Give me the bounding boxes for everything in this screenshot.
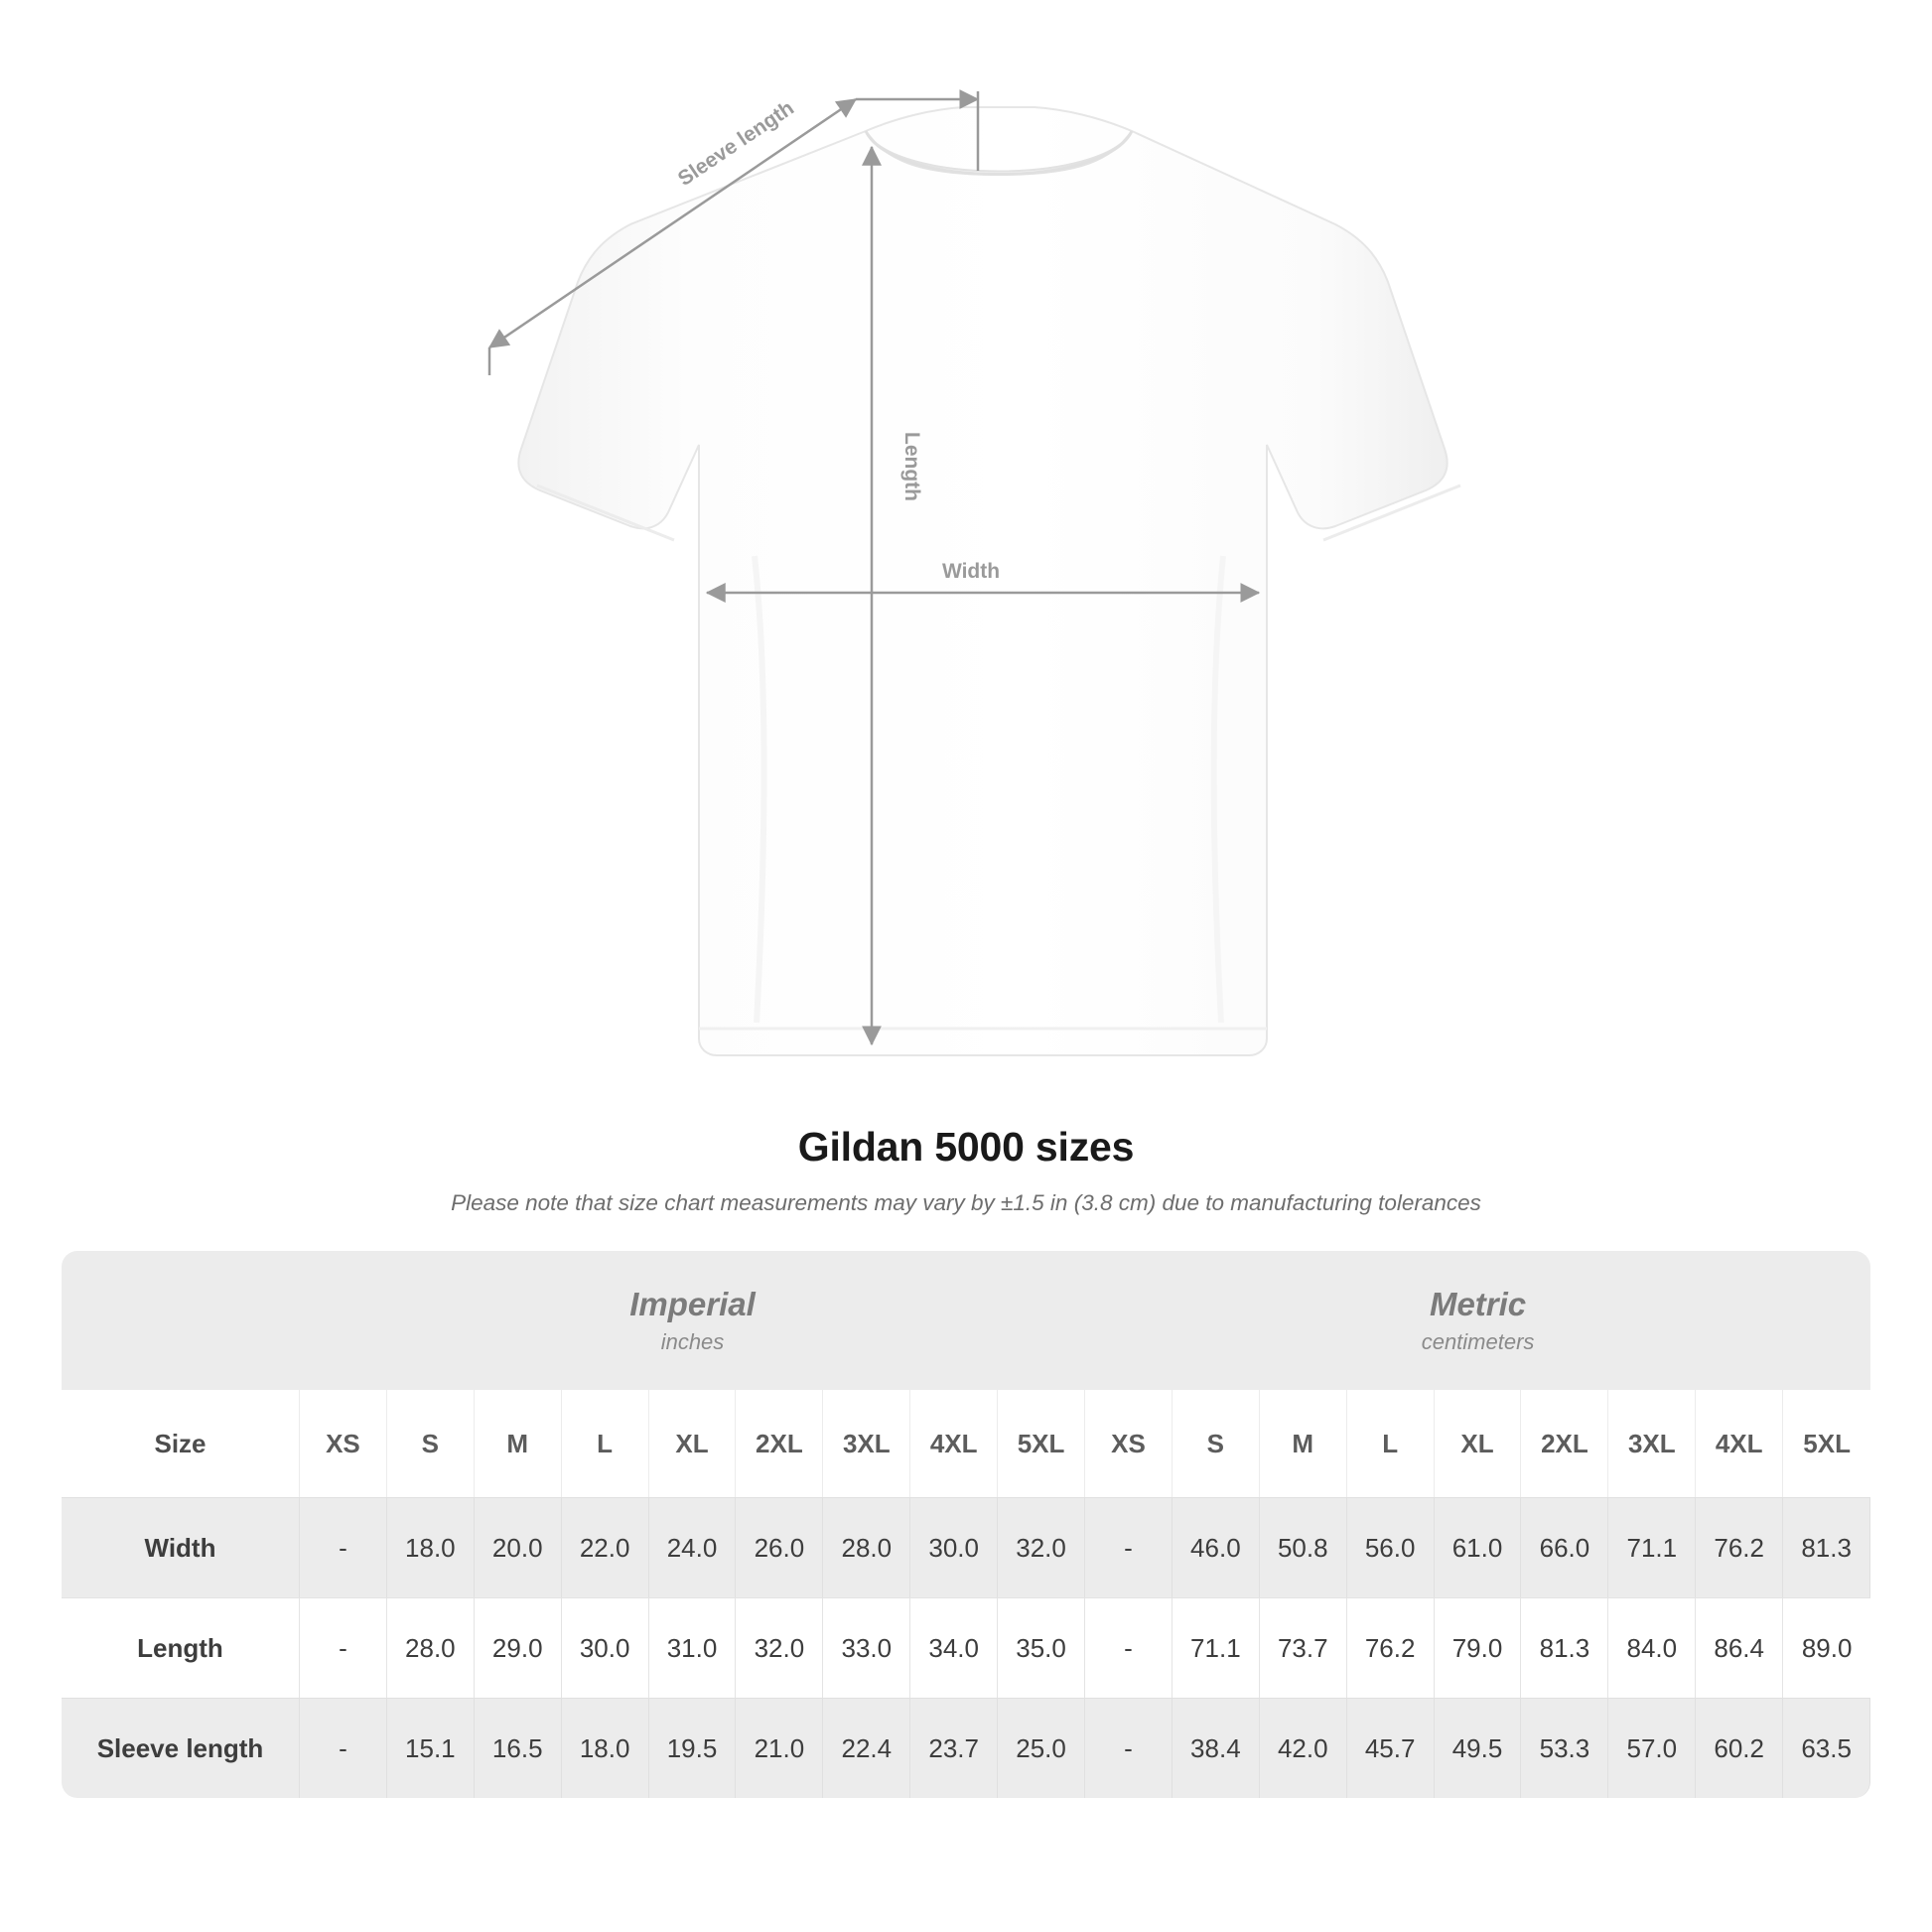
cell-width-imperial-4xl: 30.0: [910, 1497, 998, 1597]
tolerance-note: Please note that size chart measurements may vary by ±1.5 in (3.8 cm) due to manufacturing tolerances: [451, 1190, 1481, 1215]
cell-length-imperial-3xl: 33.0: [823, 1597, 910, 1698]
size-header-row: [62, 1390, 1870, 1497]
cell-length-imperial-xs: -: [300, 1597, 387, 1698]
cell-length-imperial-xl: 31.0: [649, 1597, 737, 1698]
length-label: Length: [900, 432, 923, 501]
cell-width-imperial-s: 18.0: [387, 1497, 475, 1597]
size-header-imperial-xs: XS: [300, 1390, 387, 1497]
cell-length-metric-l: 76.2: [1347, 1597, 1435, 1698]
cell-width-imperial-xs: -: [300, 1497, 387, 1597]
unit-spacer-cell: [62, 1251, 300, 1390]
cell-sleeve-metric-5xl: 63.5: [1783, 1698, 1870, 1798]
table-row: [62, 1698, 1870, 1798]
size-header-metric-4xl: 4XL: [1696, 1390, 1783, 1497]
cell-length-imperial-l: 30.0: [562, 1597, 649, 1698]
size-header-metric-xl: XL: [1435, 1390, 1522, 1497]
cell-width-metric-xl: 61.0: [1435, 1497, 1522, 1597]
row-label-sleeve-length: Sleeve length: [62, 1698, 300, 1798]
unit-header-imperial: [300, 1251, 1085, 1390]
cell-length-imperial-2xl: 32.0: [736, 1597, 823, 1698]
row-label-length: Length: [62, 1597, 300, 1698]
cell-sleeve-imperial-2xl: 21.0: [736, 1698, 823, 1798]
cell-sleeve-imperial-5xl: 25.0: [998, 1698, 1085, 1798]
sleeve-length-label: Sleeve length: [673, 96, 798, 191]
size-header-imperial-3xl: 3XL: [823, 1390, 910, 1497]
cell-sleeve-metric-m: 42.0: [1260, 1698, 1347, 1798]
cell-sleeve-metric-3xl: 57.0: [1608, 1698, 1696, 1798]
cell-length-metric-m: 73.7: [1260, 1597, 1347, 1698]
cell-sleeve-imperial-l: 18.0: [562, 1698, 649, 1798]
cell-length-imperial-4xl: 34.0: [910, 1597, 998, 1698]
size-header-imperial-xl: XL: [649, 1390, 737, 1497]
cell-sleeve-metric-l: 45.7: [1347, 1698, 1435, 1798]
cell-sleeve-imperial-xl: 19.5: [649, 1698, 737, 1798]
cell-width-imperial-xl: 24.0: [649, 1497, 737, 1597]
cell-sleeve-metric-xl: 49.5: [1435, 1698, 1522, 1798]
cell-width-imperial-2xl: 26.0: [736, 1497, 823, 1597]
cell-width-metric-m: 50.8: [1260, 1497, 1347, 1597]
unit-name-imperial: Imperial: [629, 1286, 756, 1323]
cell-length-imperial-5xl: 35.0: [998, 1597, 1085, 1698]
unit-sub-metric: centimeters: [1421, 1328, 1535, 1354]
cell-length-metric-xs: -: [1085, 1597, 1173, 1698]
size-header-imperial-m: M: [475, 1390, 562, 1497]
cell-width-imperial-3xl: 28.0: [823, 1497, 910, 1597]
size-header-metric-2xl: 2XL: [1521, 1390, 1608, 1497]
cell-width-metric-5xl: 81.3: [1783, 1497, 1870, 1597]
cell-length-imperial-s: 28.0: [387, 1597, 475, 1698]
cell-sleeve-imperial-4xl: 23.7: [910, 1698, 998, 1798]
cell-width-metric-l: 56.0: [1347, 1497, 1435, 1597]
cell-width-metric-s: 46.0: [1173, 1497, 1260, 1597]
cell-sleeve-metric-s: 38.4: [1173, 1698, 1260, 1798]
size-header-metric-l: L: [1347, 1390, 1435, 1497]
cell-sleeve-metric-xs: -: [1085, 1698, 1173, 1798]
width-label: Width: [941, 560, 1001, 583]
cell-sleeve-imperial-s: 15.1: [387, 1698, 475, 1798]
cell-width-imperial-m: 20.0: [475, 1497, 562, 1597]
title-block: [0, 1124, 1932, 1216]
cell-width-metric-2xl: 66.0: [1521, 1497, 1608, 1597]
cell-length-imperial-m: 29.0: [475, 1597, 562, 1698]
size-header-metric-m: M: [1260, 1390, 1347, 1497]
cell-sleeve-imperial-3xl: 22.4: [823, 1698, 910, 1798]
table-row: [62, 1597, 1870, 1698]
page-title: Gildan 5000 sizes: [797, 1124, 1135, 1170]
size-header-imperial-s: S: [387, 1390, 475, 1497]
size-header-imperial-2xl: 2XL: [736, 1390, 823, 1497]
cell-length-metric-s: 71.1: [1173, 1597, 1260, 1698]
size-table: [62, 1251, 1870, 1798]
size-header-imperial-l: L: [562, 1390, 649, 1497]
cell-sleeve-imperial-xs: -: [300, 1698, 387, 1798]
cell-sleeve-metric-2xl: 53.3: [1521, 1698, 1608, 1798]
cell-length-metric-2xl: 81.3: [1521, 1597, 1608, 1698]
size-header-imperial-4xl: 4XL: [910, 1390, 998, 1497]
cell-sleeve-metric-4xl: 60.2: [1696, 1698, 1783, 1798]
cell-width-metric-xs: -: [1085, 1497, 1173, 1597]
cell-length-metric-xl: 79.0: [1435, 1597, 1522, 1698]
size-table-wrapper: [62, 1251, 1870, 1798]
cell-width-imperial-l: 22.0: [562, 1497, 649, 1597]
cell-length-metric-4xl: 86.4: [1696, 1597, 1783, 1698]
size-header-metric-5xl: 5XL: [1783, 1390, 1870, 1497]
cell-width-metric-4xl: 76.2: [1696, 1497, 1783, 1597]
row-label-width: Width: [62, 1497, 300, 1597]
table-row: [62, 1497, 1870, 1597]
size-header-metric-3xl: 3XL: [1608, 1390, 1696, 1497]
cell-sleeve-imperial-m: 16.5: [475, 1698, 562, 1798]
size-header-metric-xs: XS: [1085, 1390, 1173, 1497]
unit-header-metric: [1085, 1251, 1870, 1390]
unit-name-metric: Metric: [1429, 1286, 1527, 1323]
cell-length-metric-3xl: 84.0: [1608, 1597, 1696, 1698]
cell-length-metric-5xl: 89.0: [1783, 1597, 1870, 1698]
size-header-metric-s: S: [1173, 1390, 1260, 1497]
unit-header-row: [62, 1251, 1870, 1390]
size-header-label: Size: [62, 1390, 300, 1497]
size-header-imperial-5xl: 5XL: [998, 1390, 1085, 1497]
cell-width-imperial-5xl: 32.0: [998, 1497, 1085, 1597]
unit-sub-imperial: inches: [660, 1328, 725, 1354]
cell-width-metric-3xl: 71.1: [1608, 1497, 1696, 1597]
